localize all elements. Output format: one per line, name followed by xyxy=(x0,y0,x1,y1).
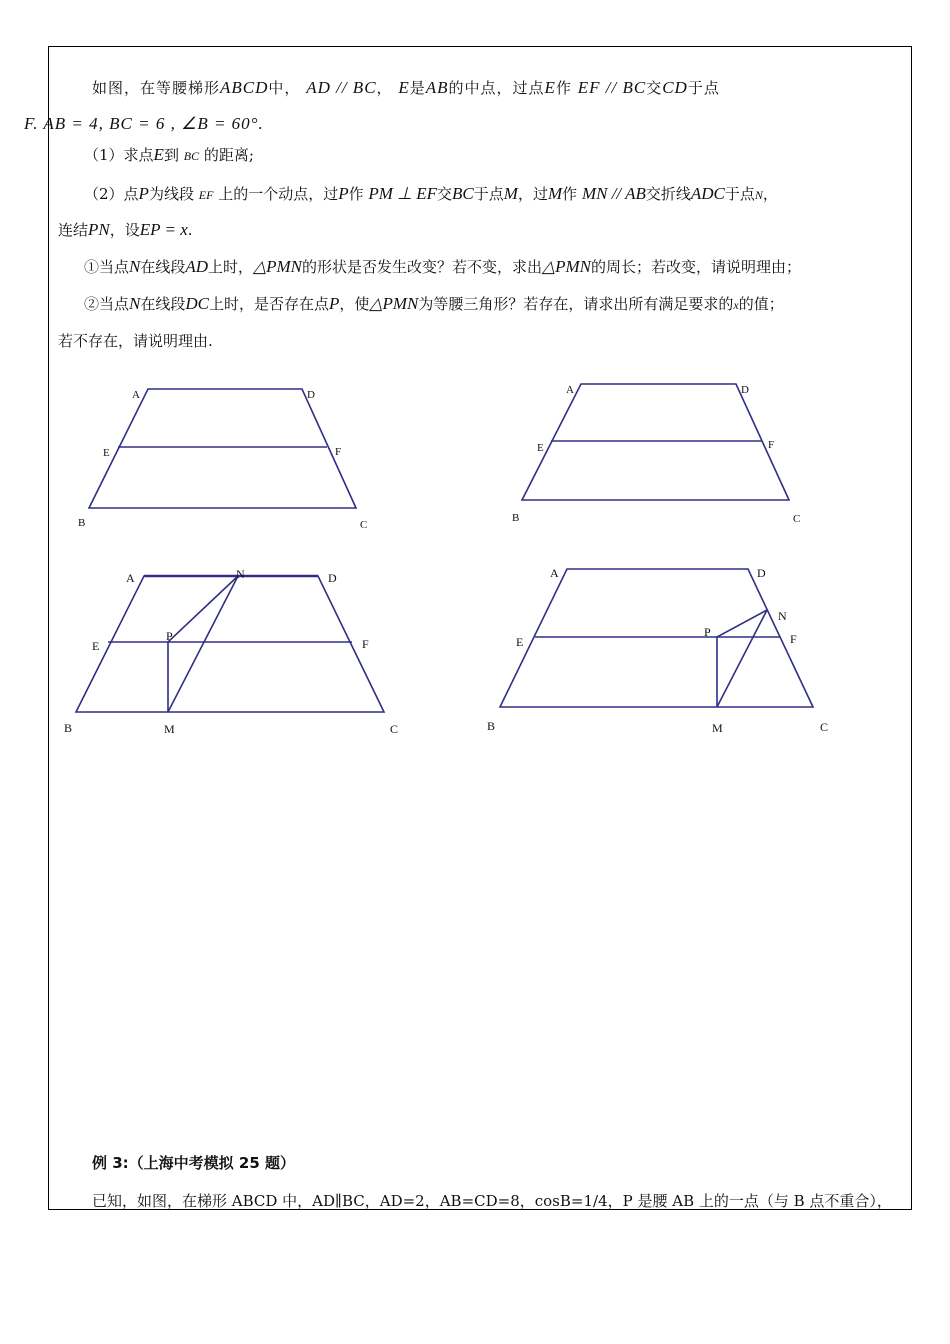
trapezoid-abcd xyxy=(500,569,813,707)
label-b: B xyxy=(512,512,520,524)
question-1: （1）求点E到 BC 的距离; xyxy=(84,145,254,164)
label-n: N xyxy=(236,567,245,581)
label-f: F xyxy=(335,446,342,458)
label-p: P xyxy=(166,629,173,643)
problem-statement: 如图，在等腰梯形ABCD中， AD // BC， E是AB的中点，过点E作 EF // BC交CD于点 F. AB = 4, BC = 6 , ∠B = 60°. xyxy=(24,78,720,133)
label-d: D xyxy=(757,566,766,580)
label-b: B xyxy=(64,721,73,735)
sub-question-1: ①当点N在线段AD上时，△PMN的形状是否发生改变？若不变，求出△PMN的周长；若改变，请说明理由； xyxy=(84,257,802,276)
label-d: D xyxy=(307,389,315,401)
label-d: D xyxy=(328,571,337,585)
label-b: B xyxy=(487,719,496,733)
label-a: A xyxy=(550,566,559,580)
label-f: F xyxy=(362,637,369,651)
label-c: C xyxy=(793,513,801,525)
sub-question-2-cont: 若不存在，请说明理由. xyxy=(58,332,213,350)
label-f: F xyxy=(768,439,775,451)
label-e: E xyxy=(516,635,524,649)
label-e: E xyxy=(103,447,110,459)
label-c: C xyxy=(390,722,399,736)
label-d: D xyxy=(741,384,749,396)
label-a: A xyxy=(566,384,574,396)
label-a: A xyxy=(132,389,140,401)
label-e: E xyxy=(537,442,544,454)
label-n: N xyxy=(778,609,787,623)
label-c: C xyxy=(820,720,829,734)
label-p: P xyxy=(704,625,711,639)
sub-question-2: ②当点N在线段DC上时，是否存在点P，使△PMN为等腰三角形？若存在，请求出所有满足要求的x的值； xyxy=(84,294,784,313)
label-m: M xyxy=(164,722,175,736)
question-2-cont: 连结PN，设EP = x. xyxy=(58,220,193,239)
label-b: B xyxy=(78,517,86,529)
label-e: E xyxy=(92,639,100,653)
question-2: （2）点P为线段 EF 上的一个动点，过P作 PM ⊥ EF交BC于点M，过M作 MN // AB交折线ADC于点N， xyxy=(84,184,778,203)
label-m: M xyxy=(712,721,723,735)
example-3-title: 例 3:（上海中考模拟 25 题） xyxy=(92,1154,295,1172)
example-3-body: 已知，如图，在梯形 ABCD 中，AD∥BC，AD=2，AB=CD=8，cosB=1/4，P 是腰 AB 上的一点（与 B 点不重合）， xyxy=(92,1192,892,1210)
segment-mn xyxy=(717,610,767,707)
label-f: F xyxy=(790,632,797,646)
label-a: A xyxy=(126,571,135,585)
label-c: C xyxy=(360,519,368,531)
